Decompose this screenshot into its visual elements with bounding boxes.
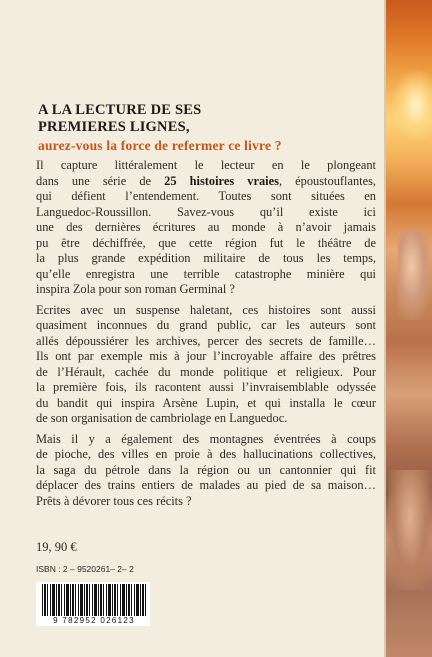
text-line: de l’Hérault, cachée du monde politique et religieux. Pour — [36, 364, 376, 379]
text-line: Ils ont par exemple mis à jour l’incroyable affaire des prêtres — [36, 349, 376, 363]
tagline-heading — [38, 102, 358, 154]
text-line: la première fois, ils racontent aussi l’invraisemblable odyssée — [36, 380, 376, 394]
text-line: une des dernières écritures au monde à n’avoir jamais — [36, 220, 376, 234]
blurb-text — [36, 158, 376, 509]
heading-question: aurez-vous la force de refermer ce livre ? — [38, 138, 282, 153]
text-fragment: dans une série de — [36, 173, 165, 188]
blurb-paragraph-2 — [36, 303, 376, 427]
text-line: qu’elle enregistra une terrible catastrophe minière qui — [36, 266, 376, 281]
price-label: 19, 90 € — [36, 540, 77, 554]
text-line: Il capture littéralement le lecteur en le plongeant — [36, 158, 376, 172]
cover-art-strip — [384, 0, 432, 657]
text-line: Mais il y a également des montagnes éventrées à coups — [36, 431, 376, 446]
text-line: déplacer des trains entiers de malades au pied de sa maison… — [36, 478, 376, 492]
text-line: de son organisation de cambriolage en Languedoc. — [36, 411, 288, 425]
text-line: la plus grande expédition militaire de tous les temps, — [36, 251, 376, 265]
text-line: du bandit qui inspira Arsène Lupin, et qui installa le cœur — [36, 395, 376, 410]
heading-line-1: A LA LECTURE DE SES — [38, 102, 202, 118]
text-line: de pioche, des villes en proie à des hallucinations collectives, — [36, 447, 376, 461]
barcode-number: 9 782952 026123 — [53, 616, 135, 625]
heading-line-2: PREMIERES LIGNES, — [38, 119, 190, 135]
text-line — [36, 174, 376, 190]
text-line: pu être déchiffrée, que cette région fut le théâtre de — [36, 235, 376, 250]
painting-light-glow — [392, 70, 432, 140]
text-line: inspira Zola pour son roman Germinal ? — [36, 282, 235, 296]
barcode — [36, 582, 150, 626]
text-line: la saga du pétrole dans la région ou un cantonnier qui fit — [36, 462, 376, 477]
painting-figure-lower — [388, 470, 432, 590]
blurb-paragraph-1 — [36, 158, 376, 298]
text-line: Languedoc-Roussillon. Savez-vous qu’il existe ici — [36, 204, 376, 219]
text-fragment: , époustouflantes, — [278, 173, 377, 188]
text-line: Ecrites avec un suspense haletant, ces histoires sont aussi — [36, 302, 376, 317]
text-line: quasiment inconnues du grand public, car les auteurs sont — [36, 318, 376, 332]
text-line: qui défient l’entendement. Toutes sont situées en — [36, 189, 376, 203]
highlight-25-histoires: 25 histoires vraies — [164, 173, 279, 188]
isbn-label: ISBN : 2 – 9520261– 2– 2 — [36, 564, 134, 574]
barcode-bars — [42, 584, 146, 616]
strip-edge-line — [384, 0, 386, 657]
text-line: Prêts à dévorer tous ces récits ? — [36, 493, 192, 508]
blurb-paragraph-3 — [36, 432, 376, 510]
painting-figure-upper — [398, 230, 432, 320]
text-line: allés dépoussiérer les archives, percer des secrets de famille… — [36, 333, 376, 348]
